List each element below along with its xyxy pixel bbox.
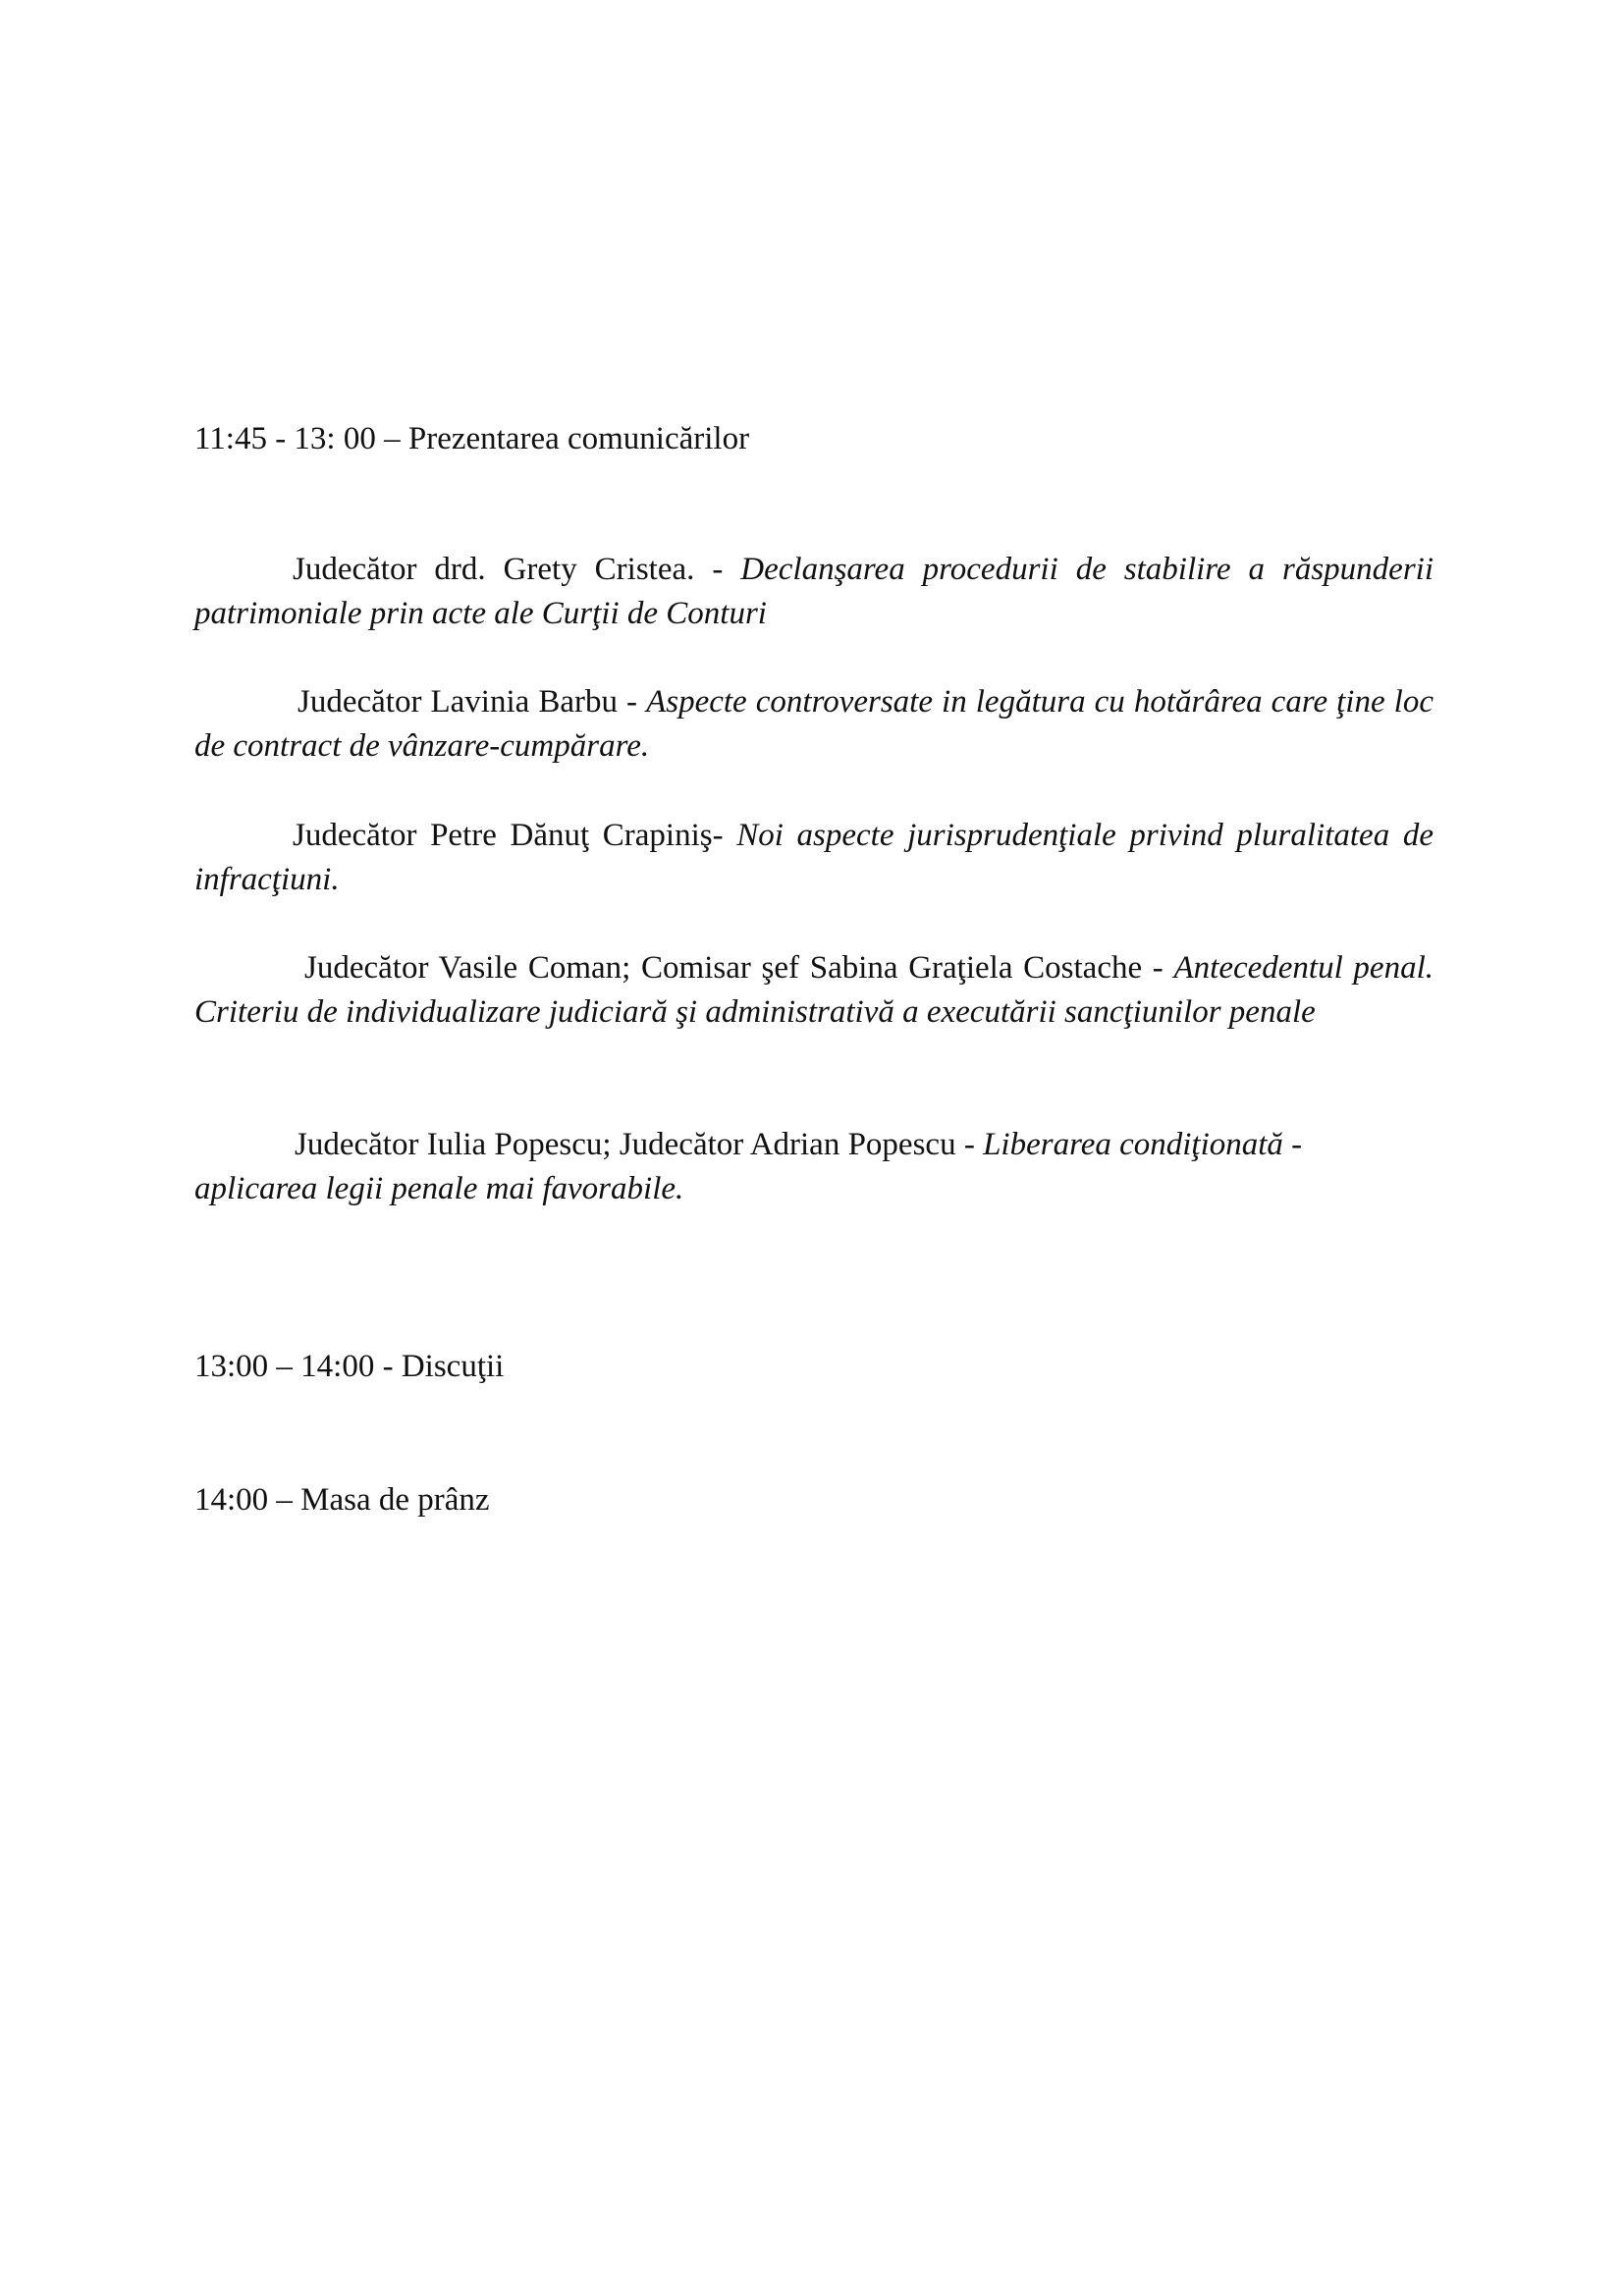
presentation-speaker: Judecător Vasile Coman; Comisar şef Sabina Graţiela Costache - [304,950,1174,986]
presentation-item [194,946,1434,1035]
presentation-title: Liberarea condiţionată - aplicarea legii penale mai favorabile. [194,1127,1303,1206]
presentation-title: Antecedentul penal. Criteriu de individualizare judiciară şi administrativă a executării sancţiunilor penale [194,950,1434,1030]
presentation-title: Declanşarea procedurii de stabilire a răspunderii patrimoniale prin acte ale Curţii de Conturi [194,552,1434,631]
presentation-speaker: Judecător drd. Grety Cristea. - [293,552,741,587]
presentation-item [194,1123,1324,1211]
presentation-title: Noi aspecte jurisprudenţiale privind pluralitatea de infracţiuni. [194,818,1434,897]
discussion-line: 13:00 – 14:00 - Discuţii [194,1349,505,1384]
session-heading [194,417,749,461]
presentation-item [194,548,1434,636]
session-separator: – [375,421,408,456]
presentation-speaker: Judecător Iulia Popescu; Judecător Adrian Popescu - [295,1127,984,1162]
presentation-item [194,680,1434,769]
presentation-item [194,814,1434,902]
presentation-speaker: Judecător Petre Dănuţ Crapiniş- [293,818,737,853]
session-label: Prezentarea comunicărilor [407,421,750,456]
presentation-speaker: Judecător Lavinia Barbu - [298,684,647,720]
session-time: 11:45 - 13: 00 [194,421,376,456]
lunch-line: 14:00 – Masa de prânz [194,1482,490,1518]
presentation-title: Aspecte controversate in legătura cu hotărârea care ţine loc de contract de vânzare-cumpărare. [194,684,1434,764]
